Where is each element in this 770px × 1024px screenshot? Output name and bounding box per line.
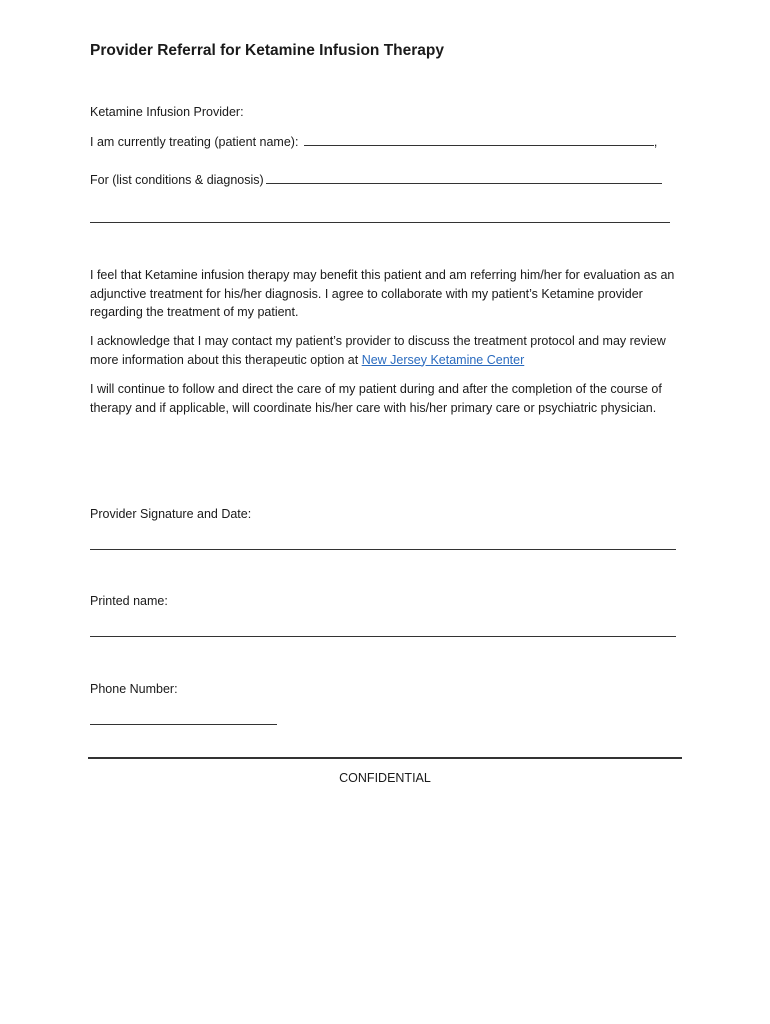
continuation-paragraph: I will continue to follow and direct the care of my patient during and after the completion of the course of therapy and if applicable, will coordinate his/her care with his/her primary care or psychiatric physician. xyxy=(90,382,662,415)
confidential-footer: CONFIDENTIAL xyxy=(339,771,431,785)
conditions-field[interactable] xyxy=(266,171,662,184)
printed-name-field[interactable] xyxy=(90,636,676,637)
ketamine-center-link[interactable]: New Jersey Ketamine Center xyxy=(361,352,525,367)
patient-name-suffix: , xyxy=(653,135,658,149)
conditions-row xyxy=(90,171,662,189)
patient-name-label: I am currently treating (patient name): xyxy=(90,135,299,149)
phone-label: Phone Number: xyxy=(90,682,178,696)
acknowledge-text: I acknowledge that I may contact my patient’s provider to discuss the treatment protocol and may review more information about this therapeutic option at xyxy=(90,334,666,367)
signature-label: Provider Signature and Date: xyxy=(90,507,252,521)
patient-name-field[interactable] xyxy=(304,133,654,146)
conditions-label: For (list conditions & diagnosis) xyxy=(90,173,264,187)
referral-paragraph: I feel that Ketamine infusion therapy may benefit this patient and am referring him/her for evaluation as an adjunctive treatment for his/her diagnosis. I agree to collaborate with my patient’s Ketamine provider regarding the treatment of my patient. xyxy=(90,268,675,319)
provider-label: Ketamine Infusion Provider: xyxy=(90,105,244,119)
patient-name-row xyxy=(90,133,657,151)
footer-divider xyxy=(88,757,682,759)
signature-field[interactable] xyxy=(90,549,676,550)
phone-field[interactable] xyxy=(90,724,277,725)
conditions-continuation-field[interactable] xyxy=(90,222,670,223)
printed-name-label: Printed name: xyxy=(90,594,168,608)
acknowledge-paragraph xyxy=(90,332,685,369)
document-title: Provider Referral for Ketamine Infusion Therapy xyxy=(90,42,445,59)
